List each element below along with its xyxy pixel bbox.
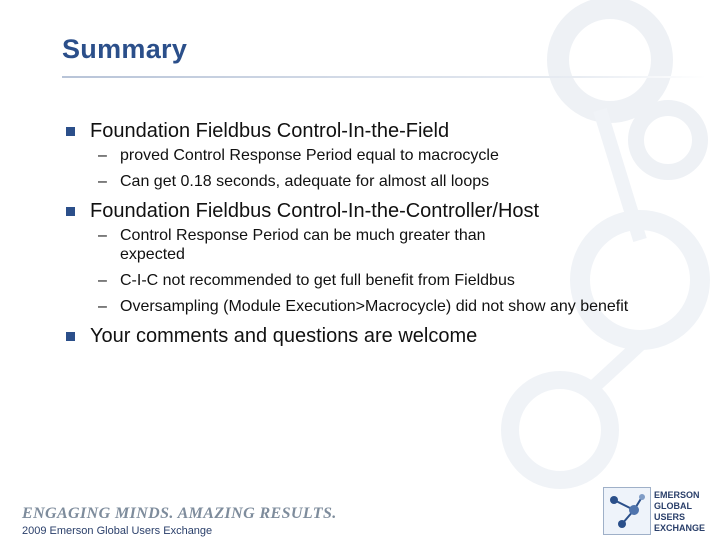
title-divider — [62, 76, 706, 78]
sub-bullet-list — [64, 146, 684, 191]
sub-bullet-text: proved Control Response Period equal to macrocycle — [120, 147, 499, 164]
slide-title: Summary — [62, 34, 188, 64]
dash-icon: – — [98, 173, 107, 190]
dash-icon: – — [98, 227, 107, 244]
dash-icon: – — [98, 298, 107, 315]
square-bullet-icon — [66, 207, 75, 216]
sub-bullet-list — [64, 226, 684, 316]
footer-tagline: ENGAGING MINDS. AMAZING RESULTS. — [22, 505, 337, 522]
bullet-text: Your comments and questions are welcome — [90, 325, 478, 347]
sub-bullet-text: Control Response Period can be much greater than expected — [120, 227, 486, 263]
sub-bullet-item — [64, 297, 684, 316]
bullet-item — [64, 323, 684, 349]
sub-bullet-item — [64, 172, 684, 191]
sub-bullet-item — [64, 146, 684, 165]
bullet-item — [64, 198, 684, 316]
square-bullet-icon — [66, 332, 75, 341]
sub-bullet-item — [64, 271, 684, 290]
bullet-item — [64, 118, 684, 191]
sub-bullet-text: C-I-C not recommended to get full benefit from Fieldbus — [120, 272, 515, 289]
dash-icon: – — [98, 272, 107, 289]
bullet-text: Foundation Fieldbus Control-In-the-Controller/Host — [90, 200, 540, 222]
sub-bullet-item — [64, 226, 684, 264]
sub-bullet-text: Oversampling (Module Execution>Macrocycle) did not show any benefit — [120, 298, 629, 315]
square-bullet-icon — [66, 127, 75, 136]
watermark-ring — [558, 8, 662, 112]
emerson-logo-icon — [603, 487, 651, 535]
footer-subline: 2009 Emerson Global Users Exchange — [22, 525, 213, 537]
dash-icon: – — [98, 147, 107, 164]
logo-wordmark: EMERSON GLOBAL USERS EXCHANGE — [654, 490, 706, 533]
sub-bullet-text: Can get 0.18 seconds, adequate for almost all loops — [120, 173, 490, 190]
bullet-list — [64, 118, 684, 353]
bullet-text: Foundation Fieldbus Control-In-the-Field — [90, 120, 450, 142]
